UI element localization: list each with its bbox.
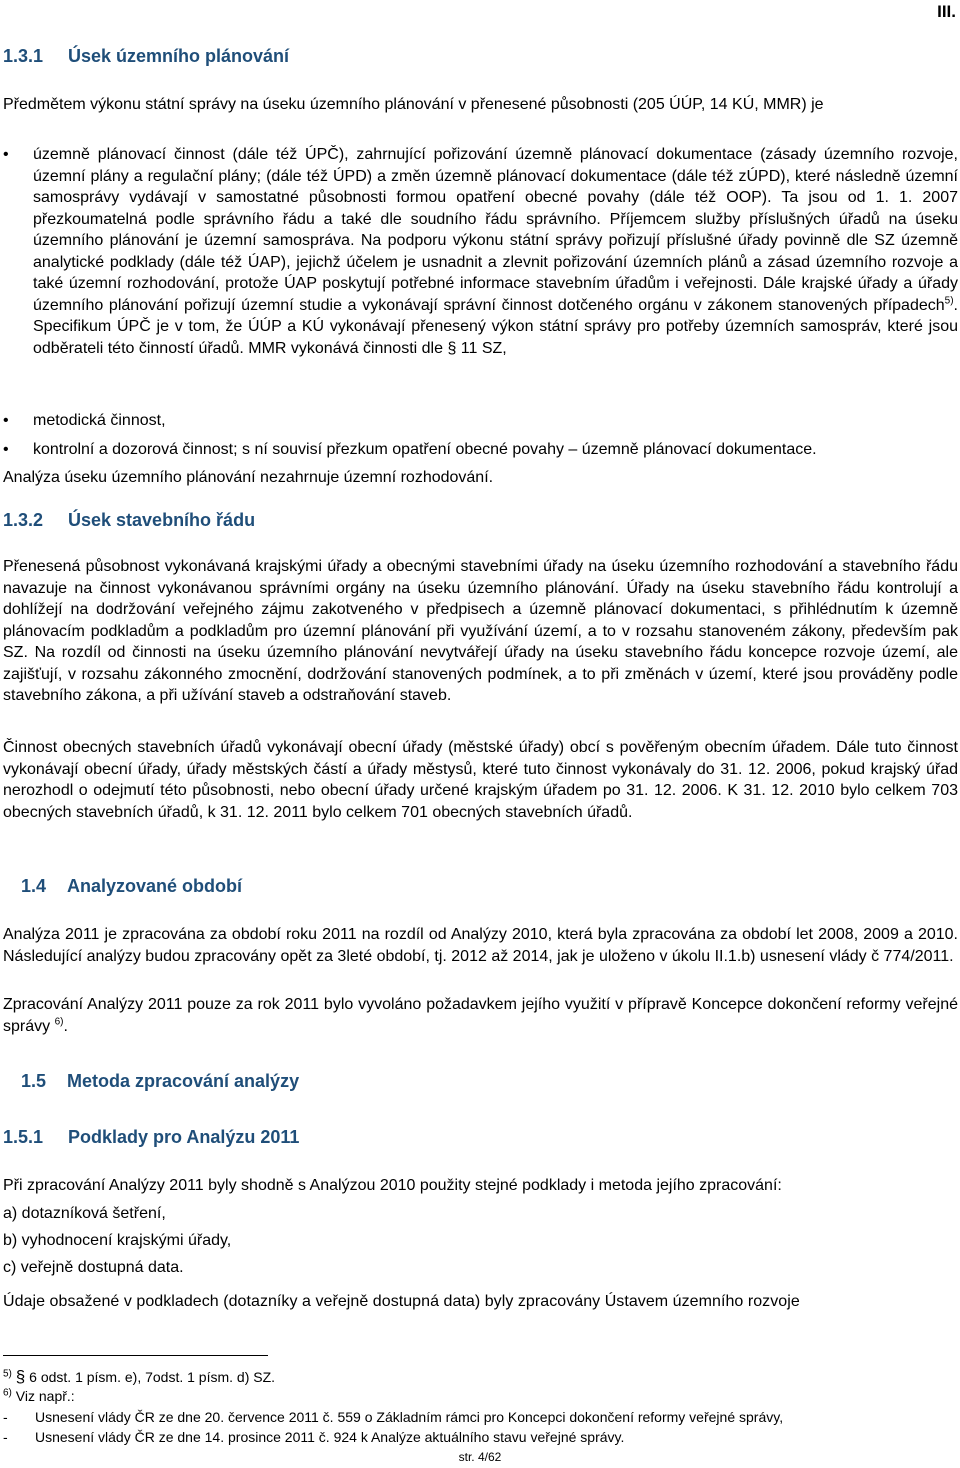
bullet-text: územně plánovací činnost (dále též ÚPČ), zahrnující pořizování územně plánovací dokumentace (zásady územního rozvoje, územní plány a regulační plány; (dále též ÚPD) a změn územně plánovací dokumentace (dále též zÚPD), které následně územní samosprávy vydávají v samostatné působnosti formou opatření obecné povahy (dále též OOP). Ta jsou od 1. 1. 2007 přezkoumatelná podle správního řádu a také dle soudního řádu správního. Příjemcem služby příslušných úřadů na úseku územního plánování je územní samospráva. Na podporu výkonu státní správy pořizují příslušné úřady povinně dle SZ územně analytické podklady (dále též ÚAP), jejichž účelem je usnadnit a zlevnit pořizování územních plánů a zásad územního rozvoje a také územní rozhodování, protože ÚAP poskytují potřebné informace stavebním úřadům i veřejnosti. Dále krajské úřady a úřady územního plánování pořizují územní studie a vykonávají správní činnost dotčeného orgánu v zákonem stanovených případech$^{5)}$. Specifikum ÚPČ je v tom, že ÚÚP a KÚ vykonávají přenesený výkon státní správy pro potřeby územních samospráv, které jsou odběrateli této činností úřadů. MMR vykonává činnosti dle § 11 SZ, (33, 146, 958, 357)
heading-number: 1.5 (21, 1071, 47, 1091)
heading-title: Úsek územního plánování (68, 46, 290, 66)
list-item: c) veřejně dostupná data. (3, 1259, 184, 1276)
footnote-6-item: - Usnesení vlády ČR ze dne 20. července 2011 č. 559 o Základním rámci pro Koncepci dokončení reformy veřejné správy, (3, 1409, 784, 1425)
paragraph: Činnost obecných stavebních úřadů vykonávají obecní úřady (městské úřady) obcí s pověřeným obecním úřadem. Dále tuto činnost vykonávají obecní úřady, úřady městských částí a úřady městysů, které tuto činnost vykonávaly do 31. 12. 2006, pokud krajský úřad nerozhodl o odejmutí této působnosti, nebo obecní úřady určené krajským úřadem po 31. 12. 2006. K 31. 12. 2010 bylo celkem 703 obecných stavebních úřadů, k 31. 12. 2011 bylo celkem 701 obecných stavebních úřadů. (3, 739, 958, 821)
list-item: a) dotazníková šetření, (3, 1205, 166, 1222)
bullet-item (3, 410, 958, 432)
bullet-icon: • (3, 412, 9, 429)
bullet-item (3, 439, 958, 461)
footnote-separator (3, 1355, 268, 1356)
paragraph: Při zpracování Analýzy 2011 byly shodně s Analýzou 2010 použity stejné podklady i metoda jejího zpracování: (3, 1177, 782, 1194)
heading-1-4 (21, 876, 242, 897)
paragraph: Zpracování Analýzy 2011 pouze za rok 2011 bylo vyvoláno požadavkem jejího využití v přípravě Koncepce dokončení reformy veřejné správy $^{6)}$. (3, 996, 958, 1035)
heading-number: 1.3.1 (3, 46, 44, 66)
heading-1-3-2 (3, 510, 255, 531)
paragraph: Údaje obsažené v podkladech (dotazníky a veřejně dostupná data) byly zpracovány Ústavem územního rozvoje (3, 1293, 800, 1310)
intro-paragraph: Předmětem výkonu státní správy na úseku územního plánování v přenesené působnosti (205 ÚÚP, 14 KÚ, MMR) je (3, 96, 824, 113)
bullet-text: kontrolní a dozorová činnost; s ní souvisí přezkum opatření obecné povahy – územně plánovací dokumentace. (33, 441, 817, 458)
heading-1-3-1 (3, 46, 289, 67)
bullet-icon: • (3, 441, 9, 458)
heading-number: 1.3.2 (3, 510, 44, 530)
page-number: str. 4/62 (458, 1450, 502, 1464)
heading-title: Podklady pro Analýzu 2011 (68, 1127, 300, 1147)
heading-1-5 (21, 1071, 299, 1092)
section-sign: § (15, 1367, 26, 1386)
heading-number: 1.5.1 (3, 1127, 44, 1147)
bullet-text: metodická činnost, (33, 412, 166, 429)
list-item: b) vyhodnocení krajskými úřady, (3, 1232, 232, 1249)
bullet-icon: • (3, 146, 9, 163)
closing-paragraph: Analýza úseku územního plánování nezahrnuje územní rozhodování. (3, 469, 494, 486)
paragraph: Analýza 2011 je zpracována za období roku 2011 na rozdíl od Analýzy 2010, která byla zpracována za období let 2008, 2009 a 2010. Následující analýzy budou zpracovány opět za 3leté období, tj. 2012 až 2014, jak je uloženo v úkolu II.1.b) usnesení vlády č 774/2011. (3, 926, 958, 965)
heading-1-5-1 (3, 1127, 299, 1148)
bullet-item (3, 144, 958, 359)
chapter-roman-numeral: III. (937, 2, 956, 21)
heading-title: Metoda zpracování analýzy (67, 1071, 300, 1091)
footnote-6: $^{6)}$ Viz např.: (3, 1387, 75, 1404)
paragraph: Přenesená působnost vykonávaná krajskými úřady a obecnými stavebními úřady na úseku územního rozhodování a stavebního řádu navazuje na činnost vykonávanou správními orgány na úseku územního plánování. Úřady na úseku stavebního řádu kontrolují a dohlížejí na dodržování veřejného zájmu zakotveného v předpisech a územně plánovací dokumentaci, s přihlédnutím k územně plánovacím podkladům a podkladům pro územní plánování při využívání území, a to v rozsahu stanoveném zákony, především pak SZ. Na rozdíl od činnosti na úseku územního plánování nevytvářejí úřady na úseku stavebního řádu koncepce rozvoje území, ale zajišťují, v rozsahu zákonného zmocnění, dodržování stanovených podmínek, a to při změnách v území, které jsou prováděny podle stavebního zákona, a při užívání staveb a odstraňování staveb. (3, 558, 958, 704)
footnote-5: $^{5)}$ § 6 odst. 1 písm. e), 7odst. 1 písm. d) SZ. (3, 1367, 276, 1386)
heading-title: Úsek stavebního řádu (68, 510, 256, 530)
footnote-6-item: - Usnesení vlády ČR ze dne 14. prosince 2011 č. 924 k Analýze aktuálního stavu veřejné správy. (3, 1429, 625, 1445)
heading-number: 1.4 (21, 876, 47, 896)
heading-title: Analyzované období (67, 876, 243, 896)
